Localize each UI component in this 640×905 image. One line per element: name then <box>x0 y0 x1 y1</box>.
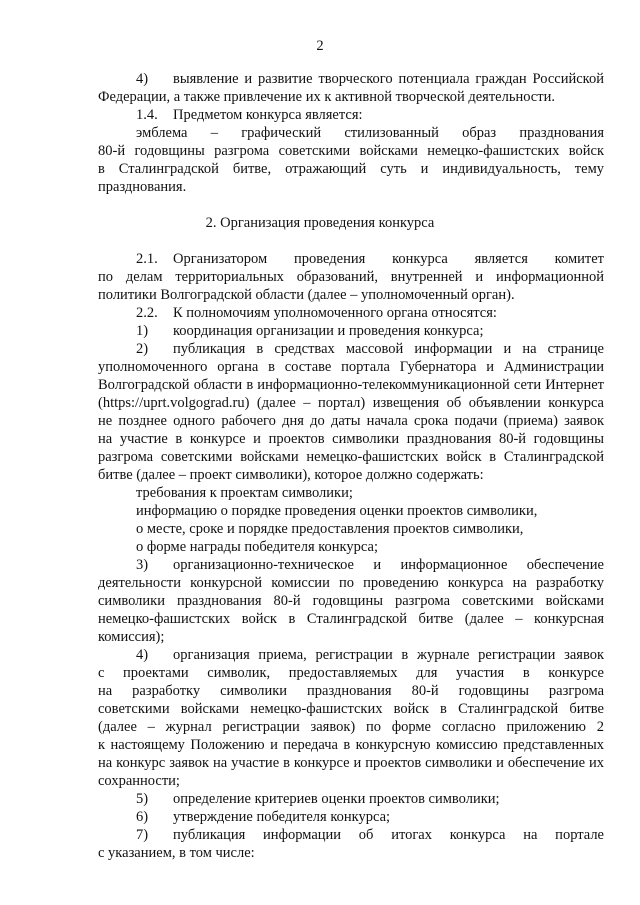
item-number: 3) <box>136 557 149 573</box>
item-number: 2) <box>136 341 149 357</box>
text-line: 80-й годовщины разгрома советскими войсками немецко-фашистских войск <box>98 143 604 159</box>
text-line: комиссия); <box>98 629 165 645</box>
text-line: на участие в конкурсе и проектов символики празднования 80-й годовщины <box>98 431 604 447</box>
text-line: деятельности конкурсной комиссии по проведению конкурса на разработку <box>98 575 604 591</box>
text-line: битве (далее – проект символики), которое должно содержать: <box>98 467 484 483</box>
text-line: (далее – журнал регистрации заявок) по форме согласно приложению 2 <box>98 719 604 735</box>
item-number: 6) <box>136 809 149 825</box>
page-number: 2 <box>316 38 324 54</box>
text-line: символики празднования 80-й годовщины разгрома советскими войсками <box>98 593 604 609</box>
text-line: разгрома советскими войсками немецко-фашистских войск в Сталинградской <box>98 449 604 465</box>
text-line: организация приема, регистрации в журнале регистрации заявок <box>173 647 604 663</box>
text-line: уполномоченного органа в составе портала Губернатора и Администрации <box>98 359 604 375</box>
text-line: немецко-фашистских войск в Сталинградской битве (далее – конкурсная <box>98 611 604 627</box>
item-number: 1) <box>136 323 149 339</box>
text-line: политики Волгоградской области (далее – уполномоченный орган). <box>98 287 515 303</box>
text-line: организационно-техническое и информационное обеспечение <box>173 557 604 573</box>
text-line: на конкурс заявок на участие в конкурсе и проектов символики и обеспечение их <box>98 755 604 771</box>
text-line: советскими войсками немецко-фашистских войск в Сталинградской битве <box>98 701 604 717</box>
text-line: по делам территориальных образований, внутренней и информационной <box>98 269 604 285</box>
text-line: с проектами символик, предоставляемых для участия в конкурсе <box>98 665 604 681</box>
text-line: (https://uprt.volgograd.ru) (далее – портал) извещения об объявлении конкурса <box>98 395 604 411</box>
text-line: определение критериев оценки проектов символики; <box>173 791 500 807</box>
text-line: требования к проектам символики; <box>136 485 353 501</box>
text-line: не позднее одного рабочего дня до даты начала срока подачи (приема) заявок <box>98 413 604 429</box>
text-line: о форме награды победителя конкурса; <box>136 539 378 555</box>
text-line: информацию о порядке проведения оценки проектов символики, <box>136 503 538 519</box>
text-line: на разработку символики празднования 80-й годовщины разгрома <box>98 683 604 699</box>
text-line: Организатором проведения конкурса является комитет <box>173 251 604 267</box>
text-line: с указанием, в том числе: <box>98 845 255 861</box>
text-line: К полномочиям уполномоченного органа относятся: <box>173 305 497 321</box>
text-line: празднования. <box>98 179 187 195</box>
text-line: к настоящему Положению и передача в конкурсную комиссию представленных <box>98 737 604 753</box>
text-line: Предметом конкурса является: <box>173 107 363 123</box>
item-number: 7) <box>136 827 149 843</box>
text-line: Волгоградской области в информационно-телекоммуникационной сети Интернет <box>98 377 604 393</box>
section-heading: 2. Организация проведения конкурса <box>205 215 435 231</box>
item-number: 1.4. <box>136 107 158 123</box>
item-number: 2.2. <box>136 305 158 321</box>
text-line: утверждение победителя конкурса; <box>173 809 391 825</box>
text-line: координация организации и проведения конкурса; <box>173 323 484 339</box>
text-line: Федерации, а также привлечение их к активной творческой деятельности. <box>98 89 555 105</box>
item-number: 2.1. <box>136 251 158 267</box>
text-line: выявление и развитие творческого потенциала граждан Российской <box>173 71 604 87</box>
item-number: 4) <box>136 71 149 87</box>
item-number: 5) <box>136 791 149 807</box>
text-line: публикация в средствах массовой информации и на странице <box>173 341 604 357</box>
text-line: публикация информации об итогах конкурса на портале <box>173 827 604 843</box>
item-number: 4) <box>136 647 149 663</box>
text-line: в Сталинградской битве, отражающий суть и индивидуальность, тему <box>98 161 604 177</box>
text-line: о месте, сроке и порядке предоставления проектов символики, <box>136 521 524 537</box>
text-line: эмблема – графический стилизованный образ празднования <box>136 125 604 141</box>
text-line: сохранности; <box>98 773 180 789</box>
